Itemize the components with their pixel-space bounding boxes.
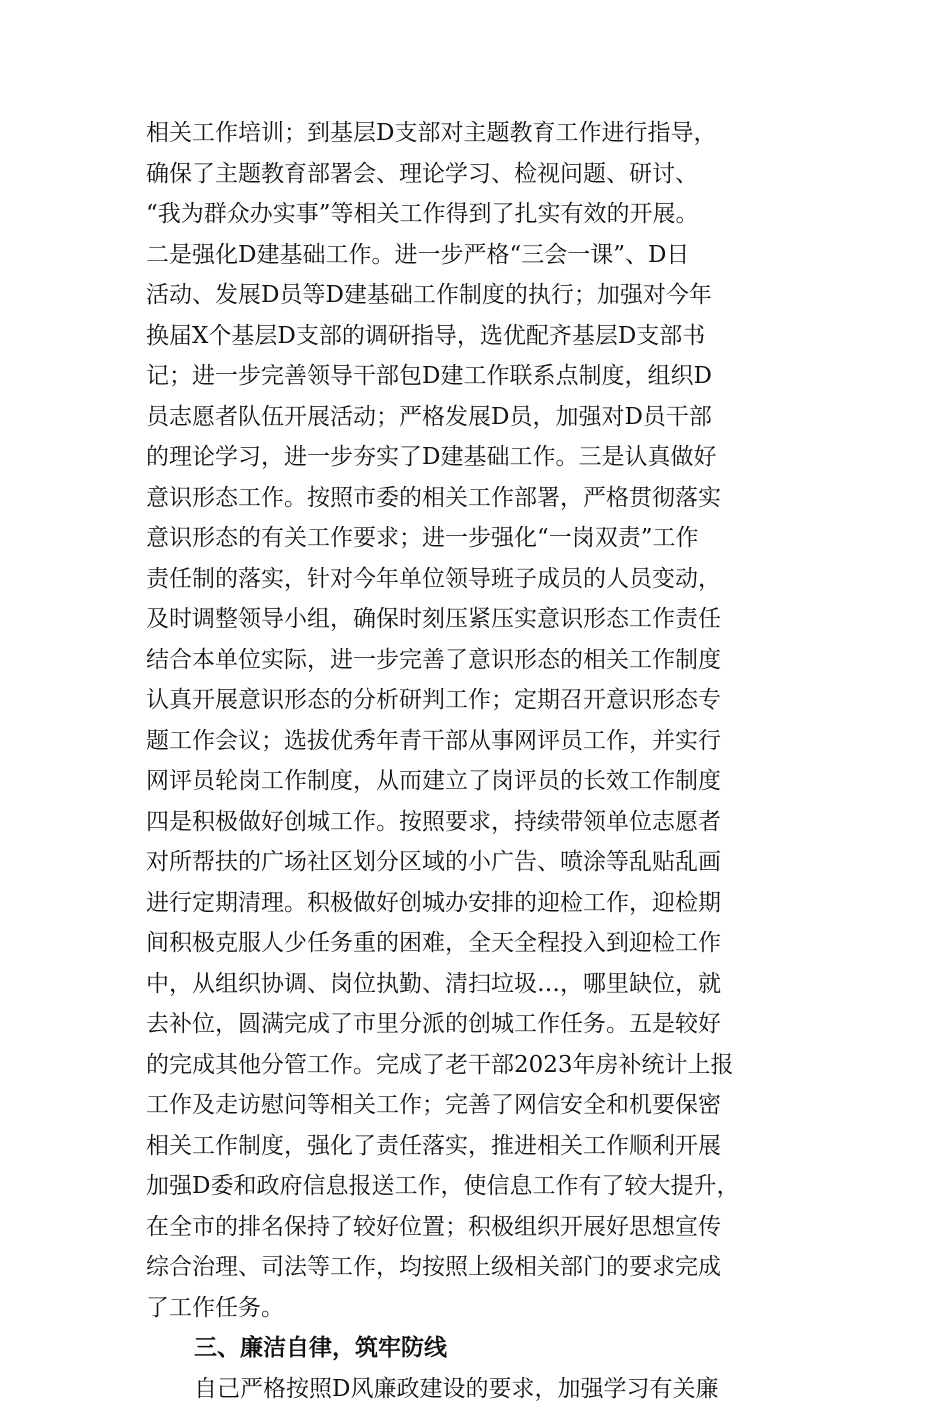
text-line: 中，从组织协调、岗位执勤、清扫垃圾…，哪里缺位，就 bbox=[146, 964, 826, 1005]
text-line: 加强D委和政府信息报送工作，使信息工作有了较大提升， bbox=[146, 1166, 826, 1207]
text-line: 结合本单位实际，进一步完善了意识形态的相关工作制度 bbox=[146, 640, 826, 681]
text-line: 确保了主题教育部署会、理论学习、检视问题、研讨、 bbox=[146, 154, 826, 195]
text-line: 题工作会议；选拔优秀年青干部从事网评员工作，并实行 bbox=[146, 721, 826, 762]
text-line: 对所帮扶的广场社区划分区域的小广告、喷涂等乱贴乱画 bbox=[146, 842, 826, 883]
text-line: 认真开展意识形态的分析研判工作；定期召开意识形态专 bbox=[146, 680, 826, 721]
text-line: 网评员轮岗工作制度，从而建立了岗评员的长效工作制度 bbox=[146, 761, 826, 802]
body-text bbox=[146, 113, 826, 1409]
text-line: 去补位，圆满完成了市里分派的创城工作任务。五是较好 bbox=[146, 1004, 826, 1045]
text-line: 的理论学习，进一步夯实了D建基础工作。三是认真做好 bbox=[146, 437, 826, 478]
text-line: 工作及走访慰问等相关工作；完善了网信安全和机要保密 bbox=[146, 1085, 826, 1126]
section-heading: 三、廉洁自律，筑牢防线 bbox=[146, 1328, 826, 1369]
text-line: 了工作任务。 bbox=[146, 1288, 826, 1329]
text-line: 意识形态的有关工作要求；进一步强化“一岗双责”工作 bbox=[146, 518, 826, 559]
paragraph-start-line: 自己严格按照D风廉政建设的要求，加强学习有关廉 bbox=[146, 1369, 826, 1409]
text-line: 及时调整领导小组，确保时刻压紧压实意识形态工作责任 bbox=[146, 599, 826, 640]
text-line: 员志愿者队伍开展活动；严格发展D员，加强对D员干部 bbox=[146, 397, 826, 438]
text-line: 意识形态工作。按照市委的相关工作部署，严格贯彻落实 bbox=[146, 478, 826, 519]
text-line: 四是积极做好创城工作。按照要求，持续带领单位志愿者 bbox=[146, 802, 826, 843]
text-line: 记；进一步完善领导干部包D建工作联系点制度，组织D bbox=[146, 356, 826, 397]
text-line: 的完成其他分管工作。完成了老干部2023年房补统计上报 bbox=[146, 1045, 826, 1086]
text-line: 活动、发展D员等D建基础工作制度的执行；加强对今年 bbox=[146, 275, 826, 316]
text-line: “我为群众办实事”等相关工作得到了扎实有效的开展。 bbox=[146, 194, 826, 235]
text-line: 换届X个基层D支部的调研指导，选优配齐基层D支部书 bbox=[146, 316, 826, 357]
text-line: 相关工作培训；到基层D支部对主题教育工作进行指导， bbox=[146, 113, 826, 154]
text-line: 进行定期清理。积极做好创城办安排的迎检工作，迎检期 bbox=[146, 883, 826, 924]
text-line: 责任制的落实，针对今年单位领导班子成员的人员变动， bbox=[146, 559, 826, 600]
text-line: 相关工作制度，强化了责任落实，推进相关工作顺利开展 bbox=[146, 1126, 826, 1167]
text-line: 间积极克服人少任务重的困难，全天全程投入到迎检工作 bbox=[146, 923, 826, 964]
text-line: 综合治理、司法等工作，均按照上级相关部门的要求完成 bbox=[146, 1247, 826, 1288]
text-line: 二是强化D建基础工作。进一步严格“三会一课”、D日 bbox=[146, 235, 826, 276]
text-line: 在全市的排名保持了较好位置；积极组织开展好思想宣传 bbox=[146, 1207, 826, 1248]
